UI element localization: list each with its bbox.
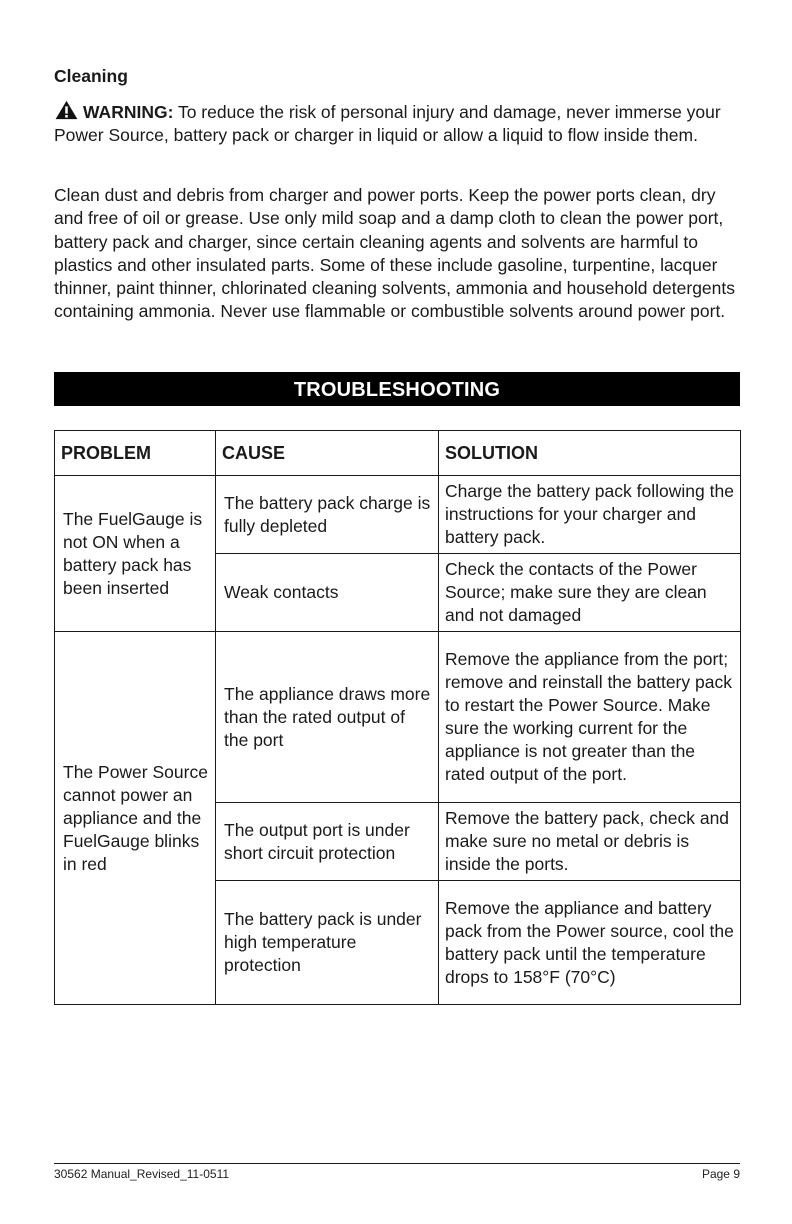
header-problem: PROBLEM xyxy=(55,431,216,476)
footer-divider xyxy=(54,1163,740,1164)
header-cause: CAUSE xyxy=(216,431,439,476)
problem-cell: The FuelGauge is not ON when a battery pack has been inserted xyxy=(55,476,216,632)
warning-label: WARNING: xyxy=(83,102,174,122)
cause-cell: Weak contacts xyxy=(216,554,439,632)
table-row xyxy=(55,632,741,803)
cause-cell: The battery pack is under high temperature protection xyxy=(216,881,439,1005)
cleaning-instructions: Clean dust and debris from charger and power ports. Keep the power ports clean, dry and free of oil or grease. Use only mild soap and a damp cloth to clean the power port, battery pack and charger, since certain cleaning agents and solvents are harmful to plastics and other insulated parts. Some of these include gasoline, turpentine, lacquer thinner, paint thinner, chlorinated cleaning solvents, ammonia and household detergents containing ammonia. Never use flammable or combustible solvents around power port. xyxy=(54,185,736,322)
footer-doc-id: 30562 Manual_Revised_11-0511 xyxy=(54,1167,230,1181)
cause-cell: The battery pack charge is fully depleted xyxy=(216,476,439,554)
cause-cell: The appliance draws more than the rated output of the port xyxy=(216,632,439,803)
solution-cell: Remove the appliance and battery pack from the Power source, cool the battery pack until the temperature drops to 158°F (70°C) xyxy=(439,881,741,1005)
solution-cell: Remove the appliance from the port; remove and reinstall the battery pack to restart the Power Source. Make sure the working current for the appliance is not greater than the rated output of the port. xyxy=(439,632,741,803)
table-row xyxy=(55,476,741,554)
table-header-row xyxy=(55,431,741,476)
cause-cell: The output port is under short circuit protection xyxy=(216,803,439,881)
solution-cell: Check the contacts of the Power Source; make sure they are clean and not damaged xyxy=(439,554,741,632)
troubleshooting-table xyxy=(54,430,741,1005)
warning-triangle-icon xyxy=(54,100,79,120)
warning-paragraph xyxy=(54,100,744,147)
footer-page-number: Page 9 xyxy=(701,1167,740,1181)
problem-cell: The Power Source cannot power an appliance and the FuelGauge blinks in red xyxy=(55,632,216,1005)
warning-text: To reduce the risk of personal injury and damage, never immerse your Power Source, battery pack or charger in liquid or allow a liquid to flow inside them. xyxy=(54,102,721,145)
troubleshooting-banner: TROUBLESHOOTING xyxy=(54,372,740,406)
header-solution: SOLUTION xyxy=(439,431,741,476)
solution-cell: Remove the battery pack, check and make sure no metal or debris is inside the ports. xyxy=(439,803,741,881)
section-title-cleaning: Cleaning xyxy=(54,66,128,86)
solution-cell: Charge the battery pack following the instructions for your charger and battery pack. xyxy=(439,476,741,554)
